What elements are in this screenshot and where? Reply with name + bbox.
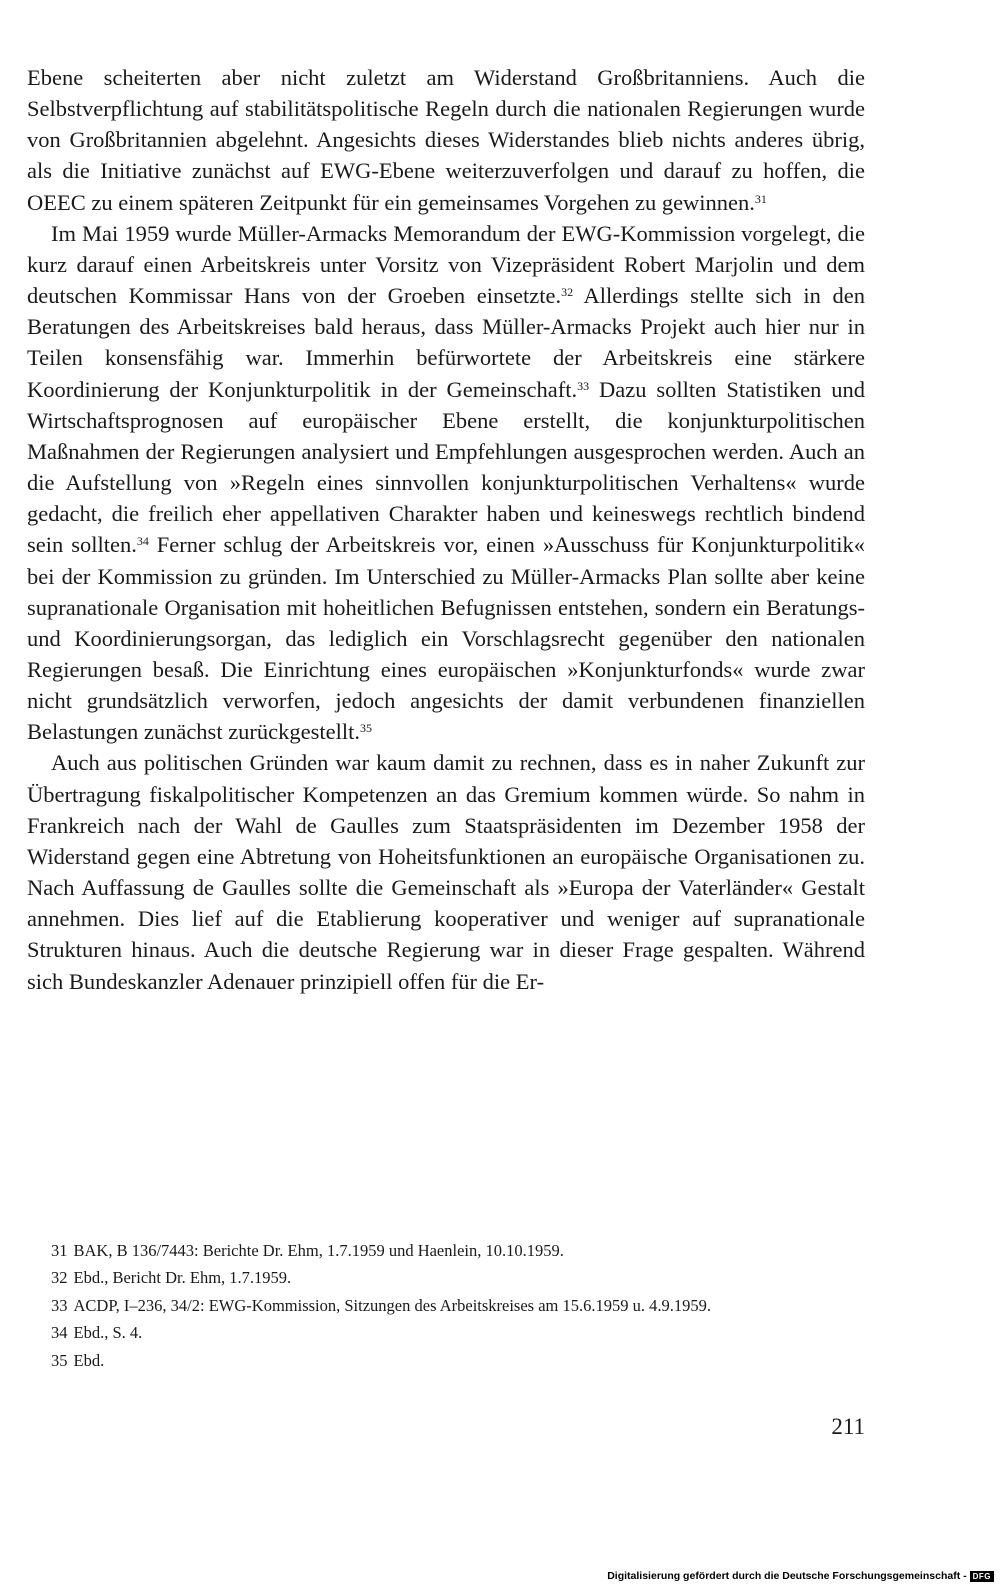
digitization-note — [607, 1570, 994, 1582]
footnote-text: ACDP, I–236, 34/2: EWG-Kommission, Sitzungen des Arbeitskreises am 15.6.1959 u. 4.9.1959. — [73, 1295, 712, 1315]
paragraph — [27, 747, 865, 996]
footnote-number: 32 — [51, 1268, 68, 1288]
footnote-number: 35 — [51, 1350, 68, 1370]
paragraph-text: Ebene scheiterten aber nicht zuletzt am Widerstand Großbritanniens. Auch die Selbstverpflichtung auf stabilitätspolitische Regeln durch die nationalen Regierungen wurde von Großbritannien abgelehnt. Angesichts dieses Widerstandes blieb nichts anderes übrig, als die Initiative zunächst auf EWG-Ebene weiterzuverfolgen und darauf zu hoffen, die OEEC zu einem späteren Zeitpunkt für ein gemeinsames Vorgehen zu gewinnen. — [27, 65, 865, 215]
footnote-reference: 32 — [561, 284, 574, 299]
footnote-reference: 34 — [136, 534, 149, 549]
paragraph — [27, 62, 865, 218]
paragraph-text: Im Mai 1959 wurde Müller-Armacks Memorandum der EWG-Kommission vorgelegt, die kurz darauf einen Arbeitskreis unter Vorsitz von Vizepräsident Robert Marjolin und dem deutschen Kommissar Hans von der Groeben einsetzte. — [27, 220, 865, 309]
footnote-reference: 31 — [754, 191, 767, 206]
footnotes — [27, 1237, 865, 1374]
footnote-text: Ebd. — [73, 1350, 105, 1370]
paragraph-text: Allerdings stellte sich in den Beratungen des Arbeitskreises bald heraus, dass Müller-Armacks Projekt auch hier nur in Teilen konsensfähig war. Immerhin befürwortete der Arbeitskreis eine stärkere Koordinierung der Konjunkturpolitik in der Gemeinschaft. — [27, 283, 865, 402]
page-number: 211 — [831, 1414, 865, 1439]
footnote — [27, 1292, 865, 1319]
footnote-number: 31 — [51, 1241, 68, 1260]
footnote — [27, 1319, 865, 1346]
footnote — [27, 1264, 865, 1291]
footnote-number: 34 — [51, 1323, 68, 1343]
footnote — [27, 1347, 865, 1374]
paragraph-text: Dazu sollten Statistiken und Wirtschaftsprognosen auf europäischer Ebene erstellt, die konjunkturpolitischen Maßnahmen der Regierungen analysiert und Empfehlungen ausgesprochen werden. Auch an die Aufstellung von »Regeln eines sinnvollen konjunkturpolitischen Verhaltens« wurde gedacht, die freilich eher appellativen Charakter haben und keineswegs rechtlich bindend sein sollten. — [27, 376, 866, 558]
body-text — [27, 62, 865, 997]
footnote-text: Ebd., Bericht Dr. Ehm, 1.7.1959. — [73, 1268, 292, 1288]
paragraph-text: Ferner schlug der Arbeitskreis vor, einen »Ausschuss für Konjunkturpolitik« bei der Kommission zu gründen. Im Unterschied zu Müller-Armacks Plan sollte aber keine supranationale Organisation mit hoheitlichen Befugnissen entstehen, sondern ein Beratungs- und Koordinierungsorgan, das lediglich ein Vorschlagsrecht gegenüber den nationalen Regierungen besaß. Die Einrichtung eines europäischen »Konjunkturfonds« wurde zwar nicht grundsätzlich verworfen, jedoch angesichts der damit verbundenen finanziellen Belastungen zunächst zurückgestellt. — [27, 532, 865, 745]
dfg-logo-icon: DFG — [970, 1571, 994, 1582]
footnote-reference: 33 — [577, 378, 590, 393]
paragraph-text: Auch aus politischen Gründen war kaum damit zu rechnen, dass es in naher Zukunft zur Übertragung fiskalpolitischer Kompetenzen an das Gremium kommen würde. So nahm in Frankreich nach der Wahl de Gaulles zum Staatspräsidenten im Dezember 1958 der Widerstand gegen eine Abtretung von Hoheitsfunktionen an europäische Organisationen zu. Nach Auffassung de Gaulles sollte die Gemeinschaft als »Europa der Vaterländer« Gestalt annehmen. Dies lief auf die Etablierung kooperativer und weniger auf supranationale Strukturen hinaus. Auch die deutsche Regierung war in dieser Frage gespalten. Während sich Bundeskanzler Adenauer prinzipiell offen für die Er- — [27, 750, 865, 994]
footnote-reference: 35 — [360, 721, 373, 736]
digitization-note-text: Digitalisierung gefördert durch die Deutsche Forschungsgemeinschaft - — [607, 1570, 967, 1582]
footnote-text: BAK, B 136/7443: Berichte Dr. Ehm, 1.7.1959 und Haenlein, 10.10.1959. — [73, 1241, 564, 1260]
footnote-text: Ebd., S. 4. — [73, 1323, 143, 1343]
paragraph — [27, 218, 865, 748]
footnote-number: 33 — [51, 1295, 68, 1315]
footnote — [27, 1237, 865, 1264]
